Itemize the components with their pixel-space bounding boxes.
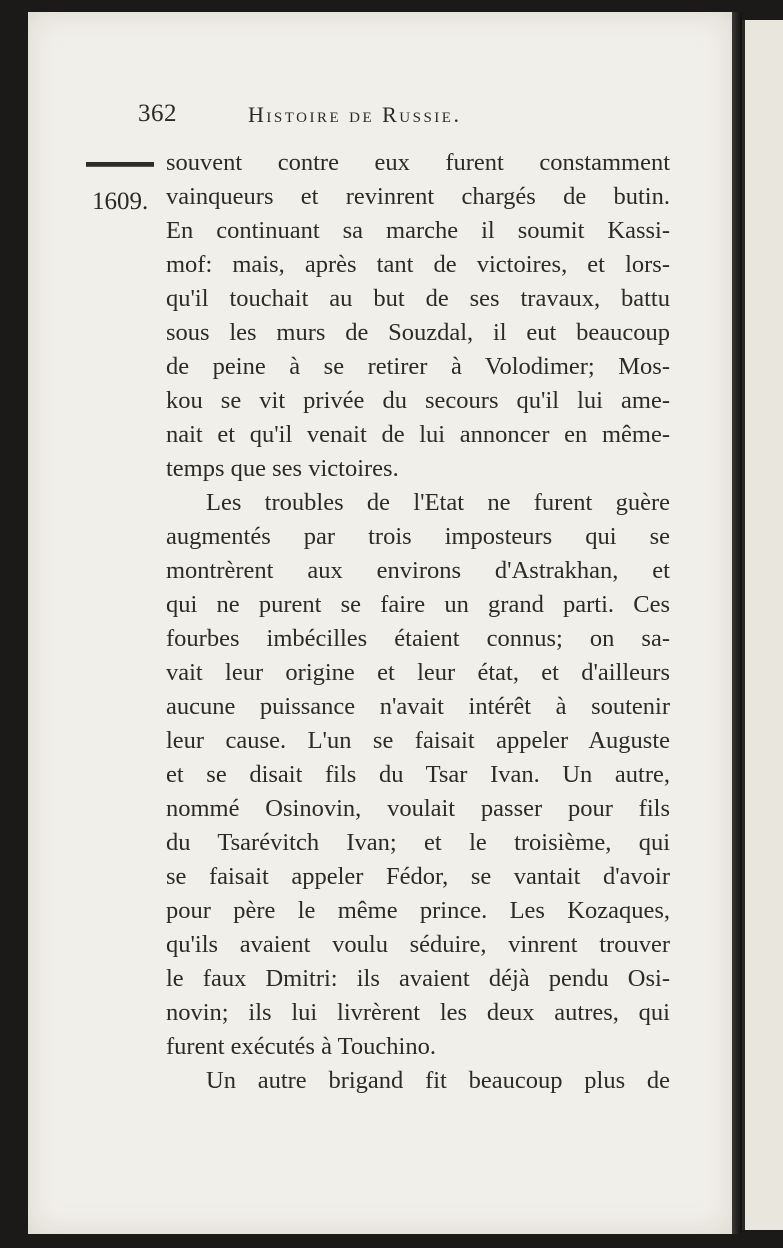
text-line: souvent contre eux furent constamment	[166, 149, 670, 176]
text-line: qu'ils avaient voulu séduire, vinrent trouver	[166, 931, 670, 958]
text-line: se faisait appeler Fédor, se vantait d'avoir	[166, 863, 670, 890]
facing-page-edge	[742, 20, 783, 1230]
text-line: montrèrent aux environs d'Astrakhan, et	[166, 557, 670, 584]
text-line: leur cause. L'un se faisait appeler Auguste	[166, 727, 670, 754]
text-line: fourbes imbécilles étaient connus; on sa-	[166, 625, 670, 652]
text-line: kou se vit privée du secours qu'il lui ame-	[166, 387, 670, 414]
running-head	[138, 100, 578, 134]
text-line: le faux Dmitri: ils avaient déjà pendu Osi-	[166, 965, 670, 992]
text-line: aucune puissance n'avait intérêt à soutenir	[166, 693, 670, 720]
gutter-shadow	[732, 12, 742, 1234]
text-line: vainqueurs et revinrent chargés de butin.	[166, 183, 670, 210]
text-line: nommé Osinovin, voulait passer pour fils	[166, 795, 670, 822]
paragraph-start-line: Les troubles de l'Etat ne furent guère	[206, 489, 670, 516]
text-line: novin; ils lui livrèrent les deux autres, qui	[166, 999, 670, 1026]
book-title: Histoire de Russie.	[248, 102, 462, 127]
margin-rule	[86, 162, 154, 167]
text-line: augmentés par trois imposteurs qui se	[166, 523, 670, 550]
text-line: pour père le même prince. Les Kozaques,	[166, 897, 670, 924]
paragraph-start-line: Un autre brigand fit beaucoup plus de	[206, 1067, 670, 1094]
text-line: et se disait fils du Tsar Ivan. Un autre,	[166, 761, 670, 788]
text-line: mof: mais, après tant de victoires, et lors-	[166, 251, 670, 278]
text-line: vait leur origine et leur état, et d'ailleurs	[166, 659, 670, 686]
text-line: qu'il touchait au but de ses travaux, battu	[166, 285, 670, 312]
page-number: 362	[138, 100, 177, 127]
text-line: nait et qu'il venait de lui annoncer en même-	[166, 421, 670, 448]
text-line: de peine à se retirer à Volodimer; Mos-	[166, 353, 670, 380]
text-line: temps que ses victoires.	[166, 455, 399, 482]
body-text	[166, 146, 670, 1098]
margin-year: 1609.	[92, 188, 149, 215]
text-line: du Tsarévitch Ivan; et le troisième, qui	[166, 829, 670, 856]
text-line: En continuant sa marche il soumit Kassi-	[166, 217, 670, 244]
text-line: sous les murs de Souzdal, il eut beaucoup	[166, 319, 670, 346]
text-line: qui ne purent se faire un grand parti. Ces	[166, 591, 670, 618]
text-line: furent exécutés à Touchino.	[166, 1033, 436, 1060]
